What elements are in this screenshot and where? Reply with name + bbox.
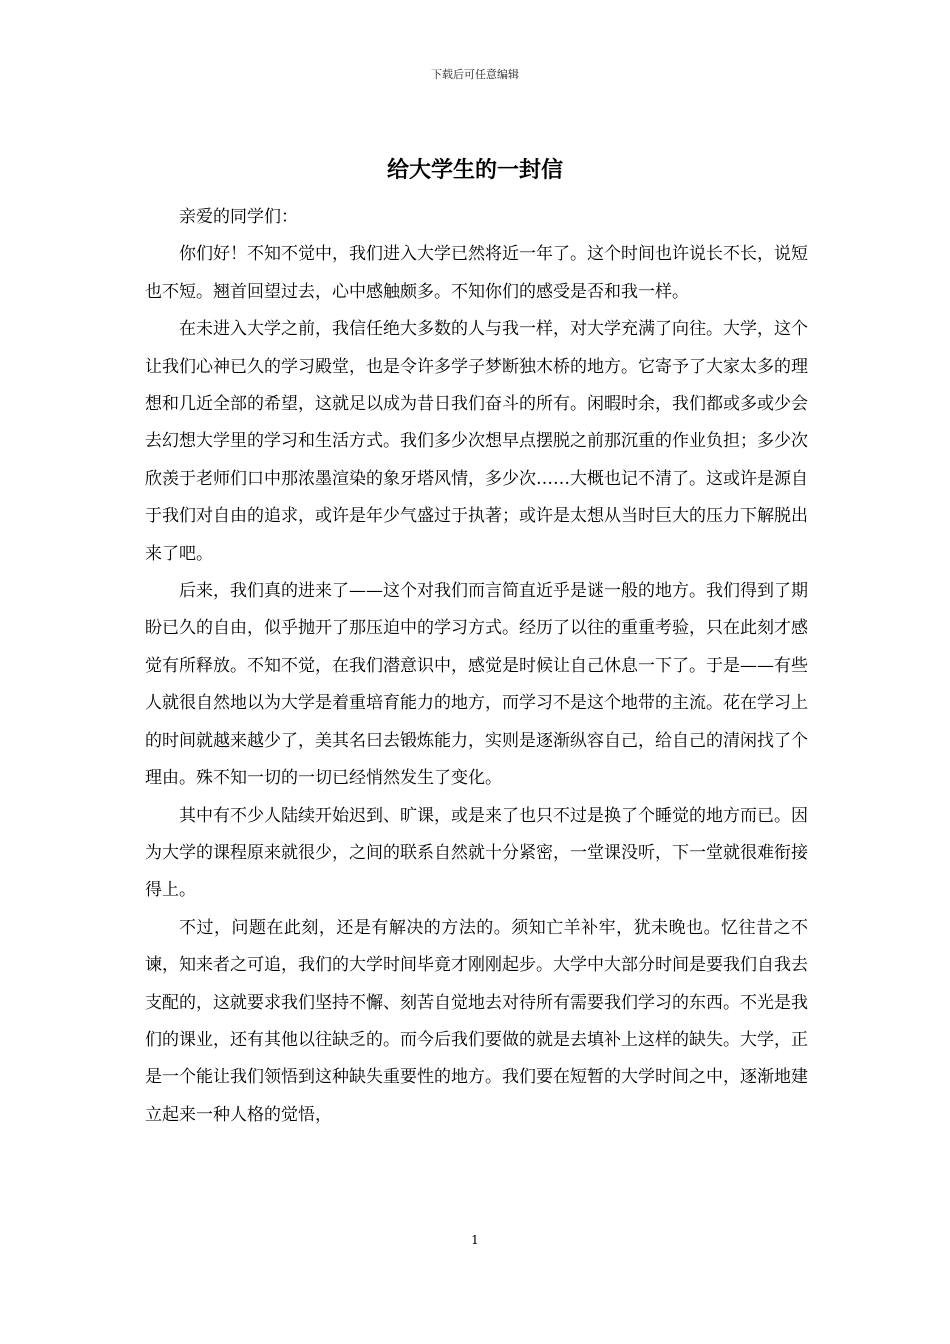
paragraph: 在未进入大学之前，我信任绝大多数的人与我一样，对大学充满了向往。大学，这个让我们心神已久的学习殿堂，也是令许多学子梦断独木桥的地方。它寄予了大家太多的理想和几近全部的希望，这就足以成为昔日我们奋斗的所有。闲暇时余，我们都或多或少会去幻想大学里的学习和生活方式。我们多少次想早点摆脱之前那沉重的作业负担；多少次欣羡于老师们口中那浓墨渲染的象牙塔风情，多少次……大概也记不清了。这或许是源自于我们对自由的追求，或许是年少气盛过于执著；或许是太想从当时巨大的压力下解脱出来了吧。 bbox=[145, 319, 808, 564]
paragraph: 不过，问题在此刻，还是有解决的方法的。须知亡羊补牢，犹未晚也。忆往昔之不谏，知来者之可追，我们的大学时间毕竟才刚刚起步。大学中大部分时间是要我们自我去支配的，这就要求我们坚持不懈、刻苦自觉地去对待所有需要我们学习的东西。不光是我们的课业，还有其他以往缺乏的。而今后我们要做的就是去填补上这样的缺失。大学，正是一个能让我们领悟到这种缺失重要性的地方。我们要在短暂的大学时间之中，逐渐地建立起来一种人格的觉悟， bbox=[145, 917, 808, 1125]
paragraph: 后来，我们真的进来了——这个对我们而言简直近乎是谜一般的地方。我们得到了期盼已久的自由，似乎抛开了那压迫中的学习方式。经历了以往的重重考验，只在此刻才感觉有所释放。不知不觉，在我们潜意识中，感觉是时候让自己休息一下了。于是——有些人就很自然地以为大学是着重培育能力的地方，而学习不是这个地带的主流。花在学习上的时间就越来越少了，美其名曰去锻炼能力，实则是逐渐纵容自己，给自己的清闲找了个理由。殊不知一切的一切已经悄然发生了变化。 bbox=[145, 581, 808, 789]
paragraph: 其中有不少人陆续开始迟到、旷课，或是来了也只不过是换了个睡觉的地方而已。因为大学的课程原来就很少，之间的联系自然就十分紧密，一堂课没听，下一堂就很难衔接得上。 bbox=[145, 805, 808, 901]
salutation: 亲爱的同学们： bbox=[179, 207, 298, 227]
page-number: 1 bbox=[471, 1233, 479, 1247]
document-title: 给大学生的一封信 bbox=[386, 157, 563, 183]
paragraph: 你们好！不知不觉中，我们进入大学已然将近一年了。这个时间也许说长不长，说短也不短。翘首回望过去，心中感触颇多。不知你们的感受是否和我一样。 bbox=[145, 244, 808, 302]
page-header-note: 下载后可任意编辑 bbox=[431, 68, 519, 81]
document-body bbox=[145, 199, 808, 1134]
